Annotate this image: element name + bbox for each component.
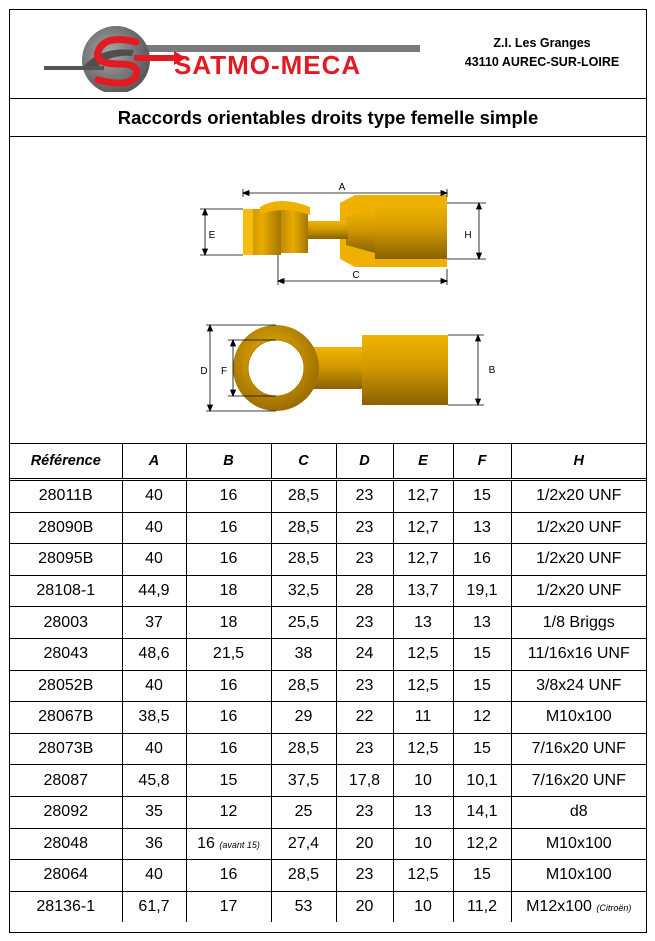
- cell-e: [393, 670, 453, 702]
- cell-f: [453, 796, 511, 828]
- cell-value: 7/16x20 UNF: [531, 740, 626, 758]
- cell-c: [271, 765, 336, 797]
- label-e: E: [208, 230, 216, 241]
- cell-value: 12,7: [407, 550, 439, 568]
- cell-a: [122, 733, 186, 765]
- cell-c: [271, 607, 336, 639]
- cell-value: 28,5: [287, 740, 320, 758]
- cell-value: 40: [145, 550, 163, 568]
- cell-value: 28,5: [287, 866, 320, 884]
- cell-value: 16: [219, 676, 238, 694]
- cell-f: [453, 891, 511, 922]
- cell-value: 21,5: [212, 645, 245, 663]
- cell-value: 15: [473, 676, 491, 694]
- cell-value: 15: [473, 645, 491, 663]
- cell-b: [186, 796, 271, 828]
- table-row: [10, 670, 646, 702]
- cell-value: 38,5: [138, 708, 170, 726]
- dimension-b: [448, 335, 484, 405]
- cell-d: [336, 638, 393, 670]
- cell-h: [511, 670, 646, 702]
- cell-value: 11: [414, 708, 432, 726]
- cell-value: 12: [473, 708, 491, 726]
- cell-reference: [10, 860, 122, 892]
- cell-value: 23: [355, 550, 374, 568]
- cell-value: 16: [219, 518, 238, 536]
- cell-b: [186, 891, 271, 922]
- table-row: [10, 575, 646, 607]
- cell-value: 16: [219, 708, 238, 726]
- cell-b: [186, 638, 271, 670]
- table-row: [10, 607, 646, 639]
- cell-value: 7/16x20 UNF: [531, 771, 626, 789]
- cell-h: [511, 860, 646, 892]
- cell-b: [186, 860, 271, 892]
- cell-c: [271, 860, 336, 892]
- cell-d: [336, 765, 393, 797]
- cell-value: 17: [219, 898, 238, 916]
- cell-value: 28108-1: [36, 582, 96, 600]
- cell-e: [393, 512, 453, 544]
- cell-value: 1/2x20 UNF: [536, 518, 622, 536]
- cell-value: 38: [294, 645, 313, 663]
- cell-reference: [10, 796, 122, 828]
- cell-b: [186, 512, 271, 544]
- side-view: [243, 195, 447, 267]
- cell-d: [336, 891, 393, 922]
- cell-value: 12,5: [407, 645, 439, 663]
- table-row: [10, 860, 646, 892]
- column-header: H: [511, 444, 646, 480]
- cell-f: [453, 733, 511, 765]
- cell-value: 13: [414, 803, 432, 821]
- column-header: E: [393, 444, 453, 480]
- cell-reference: [10, 733, 122, 765]
- cell-c: [271, 702, 336, 734]
- cell-value: 12,7: [407, 518, 439, 536]
- cell-value: 23: [355, 613, 374, 631]
- cell-value: 40: [145, 866, 163, 884]
- company-name: SATMO-MECA: [174, 50, 362, 80]
- cell-value: 13: [414, 613, 432, 631]
- cell-e: [393, 575, 453, 607]
- column-header: D: [336, 444, 393, 480]
- cell-value: 16: [473, 550, 491, 568]
- cell-b: [186, 828, 271, 860]
- cell-value: 12,7: [407, 487, 439, 505]
- cell-d: [336, 733, 393, 765]
- cell-h: [511, 480, 646, 513]
- dimension-e: [200, 209, 243, 255]
- cell-f: [453, 702, 511, 734]
- cell-reference: [10, 670, 122, 702]
- cell-f: [453, 638, 511, 670]
- cell-c: [271, 733, 336, 765]
- cell-value: 48,6: [138, 645, 170, 663]
- cell-value: 35: [145, 803, 163, 821]
- cell-h: [511, 512, 646, 544]
- cell-value: 28,5: [287, 487, 320, 505]
- cell-value: M10x100: [545, 708, 612, 726]
- cell-value: M10x100: [545, 866, 612, 884]
- cell-a: [122, 765, 186, 797]
- cell-a: [122, 480, 186, 513]
- cell-value: 40: [145, 740, 163, 758]
- cell-e: [393, 733, 453, 765]
- cell-h: [511, 575, 646, 607]
- table-row: [10, 891, 646, 922]
- cell-value: 18: [219, 613, 238, 631]
- cell-value: 32,5: [287, 582, 320, 600]
- cell-value: 28090B: [38, 518, 94, 536]
- cell-f: [453, 512, 511, 544]
- cell-value: 22: [355, 708, 374, 726]
- cell-value: 36: [145, 834, 163, 852]
- cell-value: 1/2x20 UNF: [536, 550, 622, 568]
- cell-value: 16: [219, 740, 238, 758]
- cell-b: [186, 733, 271, 765]
- cell-value: 28136-1: [36, 898, 96, 916]
- cell-value: 25,5: [287, 613, 320, 631]
- cell-value: 28003: [43, 613, 88, 631]
- cell-value: 28087: [43, 771, 88, 789]
- cell-value: 12,5: [407, 676, 439, 694]
- column-header: Référence: [10, 444, 122, 480]
- technical-drawing: [10, 137, 646, 444]
- label-h: H: [464, 230, 472, 241]
- cell-e: [393, 544, 453, 576]
- cell-b: [186, 765, 271, 797]
- cell-reference: [10, 891, 122, 922]
- cell-value: 13: [473, 518, 491, 536]
- cell-value: 28048: [43, 834, 88, 852]
- cell-c: [271, 512, 336, 544]
- cell-a: [122, 607, 186, 639]
- cell-e: [393, 891, 453, 922]
- cell-value: 3/8x24 UNF: [536, 676, 622, 694]
- cell-reference: [10, 638, 122, 670]
- fitting-drawing: [10, 137, 646, 443]
- cell-value: 28,5: [287, 518, 320, 536]
- cell-value: 23: [355, 866, 374, 884]
- cell-reference: [10, 702, 122, 734]
- cell-a: [122, 544, 186, 576]
- cell-b: [186, 670, 271, 702]
- cell-a: [122, 702, 186, 734]
- cell-f: [453, 765, 511, 797]
- page-title: Raccords orientables droits type femelle simple: [10, 99, 646, 137]
- cell-b: [186, 480, 271, 513]
- cell-value: 23: [355, 740, 374, 758]
- cell-e: [393, 480, 453, 513]
- label-c: C: [352, 270, 360, 281]
- cell-reference: [10, 765, 122, 797]
- cell-value: 10,1: [466, 771, 498, 789]
- cell-value: 1/2x20 UNF: [536, 487, 622, 505]
- cell-value: 23: [355, 518, 374, 536]
- table-row: [10, 638, 646, 670]
- header: [10, 10, 646, 99]
- column-header: C: [271, 444, 336, 480]
- cell-c: [271, 796, 336, 828]
- cell-value: 45,8: [138, 771, 170, 789]
- table-body: [10, 480, 646, 923]
- column-header: F: [453, 444, 511, 480]
- cell-a: [122, 860, 186, 892]
- specs-table: [10, 444, 646, 922]
- cell-value: 13: [473, 613, 491, 631]
- cell-value: 12,2: [466, 834, 498, 852]
- cell-d: [336, 702, 393, 734]
- cell-h: [511, 702, 646, 734]
- cell-value: M12x100: [526, 898, 592, 916]
- cell-value: 24: [355, 645, 374, 663]
- column-header: A: [122, 444, 186, 480]
- cell-d: [336, 512, 393, 544]
- cell-value: 28011B: [38, 487, 93, 505]
- table-row: [10, 796, 646, 828]
- cell-f: [453, 575, 511, 607]
- cell-value: 16: [219, 866, 238, 884]
- datasheet: [9, 9, 647, 933]
- cell-value: 19,1: [466, 582, 498, 600]
- cell-e: [393, 796, 453, 828]
- cell-d: [336, 575, 393, 607]
- cell-value: 28: [355, 582, 374, 600]
- table-row: [10, 702, 646, 734]
- table-row: [10, 733, 646, 765]
- table-row: [10, 512, 646, 544]
- cell-value: 28,5: [287, 676, 320, 694]
- cell-value: 25: [294, 803, 313, 821]
- cell-d: [336, 796, 393, 828]
- cell-value: 29: [294, 708, 313, 726]
- label-a: A: [338, 182, 346, 193]
- cell-f: [453, 860, 511, 892]
- cell-value: d8: [569, 803, 588, 821]
- cell-c: [271, 670, 336, 702]
- cell-value: 16: [219, 550, 238, 568]
- address-line-1: Z.I. Les Granges: [493, 36, 591, 50]
- cell-e: [393, 860, 453, 892]
- cell-value: 37: [145, 613, 163, 631]
- cell-value: 10: [414, 771, 432, 789]
- company-address: [442, 34, 642, 72]
- cell-c: [271, 544, 336, 576]
- cell-value: 20: [355, 898, 374, 916]
- cell-value: 40: [145, 518, 163, 536]
- cell-value: 28043: [43, 645, 88, 663]
- table-row: [10, 480, 646, 513]
- cell-value: 12,5: [407, 740, 439, 758]
- cell-value: 14,1: [466, 803, 498, 821]
- cell-value: 44,9: [138, 582, 170, 600]
- cell-value: 15: [219, 771, 238, 789]
- cell-value: 23: [355, 676, 374, 694]
- cell-h: [511, 828, 646, 860]
- cell-b: [186, 607, 271, 639]
- cell-f: [453, 607, 511, 639]
- label-b: B: [488, 365, 496, 376]
- cell-c: [271, 575, 336, 607]
- table-row: [10, 544, 646, 576]
- cell-value: M10x100: [545, 834, 612, 852]
- cell-d: [336, 828, 393, 860]
- cell-value: 28095B: [38, 550, 94, 568]
- cell-value: 28073B: [38, 740, 94, 758]
- cell-value: 15: [473, 866, 491, 884]
- cell-f: [453, 480, 511, 513]
- cell-reference: [10, 828, 122, 860]
- cell-d: [336, 480, 393, 513]
- cell-value: 11/16x16 UNF: [527, 645, 630, 663]
- cell-value: 10: [414, 834, 432, 852]
- column-header: B: [186, 444, 271, 480]
- cell-h: [511, 796, 646, 828]
- cell-b: [186, 702, 271, 734]
- cell-value: 40: [145, 676, 163, 694]
- cell-value: 37,5: [287, 771, 320, 789]
- table-row: [10, 765, 646, 797]
- cell-e: [393, 765, 453, 797]
- cell-d: [336, 607, 393, 639]
- cell-value: 40: [145, 487, 163, 505]
- cell-f: [453, 670, 511, 702]
- cell-c: [271, 638, 336, 670]
- cell-reference: [10, 607, 122, 639]
- cell-note: (avant 15): [219, 839, 260, 850]
- cell-d: [336, 670, 393, 702]
- cell-reference: [10, 512, 122, 544]
- cell-reference: [10, 575, 122, 607]
- cell-value: 16: [219, 487, 238, 505]
- cell-value: 28,5: [287, 550, 320, 568]
- cell-h: [511, 733, 646, 765]
- cell-note: (Citroën): [596, 903, 632, 914]
- cell-value: 12,5: [407, 866, 439, 884]
- cell-h: [511, 544, 646, 576]
- cell-e: [393, 638, 453, 670]
- cell-value: 18: [219, 582, 238, 600]
- label-f: F: [220, 366, 228, 377]
- cell-value: 16: [197, 834, 215, 852]
- cell-value: 12: [219, 803, 238, 821]
- cell-h: [511, 638, 646, 670]
- cell-value: 1/8 Briggs: [542, 613, 615, 631]
- cell-h: [511, 607, 646, 639]
- cell-value: 28067B: [38, 708, 94, 726]
- cell-value: 13,7: [407, 582, 439, 600]
- cell-value: 10: [414, 898, 432, 916]
- cell-value: 28052B: [38, 676, 94, 694]
- cell-a: [122, 575, 186, 607]
- cell-e: [393, 828, 453, 860]
- cell-d: [336, 544, 393, 576]
- cell-c: [271, 891, 336, 922]
- cell-a: [122, 670, 186, 702]
- cell-value: 23: [355, 803, 374, 821]
- cell-value: 28092: [43, 803, 88, 821]
- cell-value: 15: [473, 740, 491, 758]
- cell-b: [186, 575, 271, 607]
- cell-value: 23: [355, 487, 374, 505]
- cell-a: [122, 796, 186, 828]
- cell-e: [393, 702, 453, 734]
- cell-d: [336, 860, 393, 892]
- cell-a: [122, 828, 186, 860]
- cell-a: [122, 638, 186, 670]
- cell-value: 20: [355, 834, 374, 852]
- cell-value: 1/2x20 UNF: [536, 582, 622, 600]
- cell-value: 15: [473, 487, 491, 505]
- cell-f: [453, 828, 511, 860]
- cell-b: [186, 544, 271, 576]
- cell-reference: [10, 544, 122, 576]
- cell-reference: [10, 480, 122, 513]
- cell-c: [271, 828, 336, 860]
- table-header-row: [10, 444, 646, 480]
- label-d: D: [200, 366, 208, 377]
- top-view: [233, 325, 448, 411]
- cell-value: 17,8: [348, 771, 381, 789]
- cell-value: 11,2: [467, 898, 497, 916]
- cell-f: [453, 544, 511, 576]
- cell-value: 61,7: [138, 898, 170, 916]
- table-row: [10, 828, 646, 860]
- cell-value: 28064: [43, 866, 88, 884]
- cell-value: 27,4: [287, 834, 320, 852]
- cell-h: [511, 765, 646, 797]
- cell-value: 53: [294, 898, 313, 916]
- address-line-2: 43110 AUREC-SUR-LOIRE: [464, 55, 620, 69]
- cell-e: [393, 607, 453, 639]
- cell-a: [122, 891, 186, 922]
- cell-h: [511, 891, 646, 922]
- cell-a: [122, 512, 186, 544]
- cell-c: [271, 480, 336, 513]
